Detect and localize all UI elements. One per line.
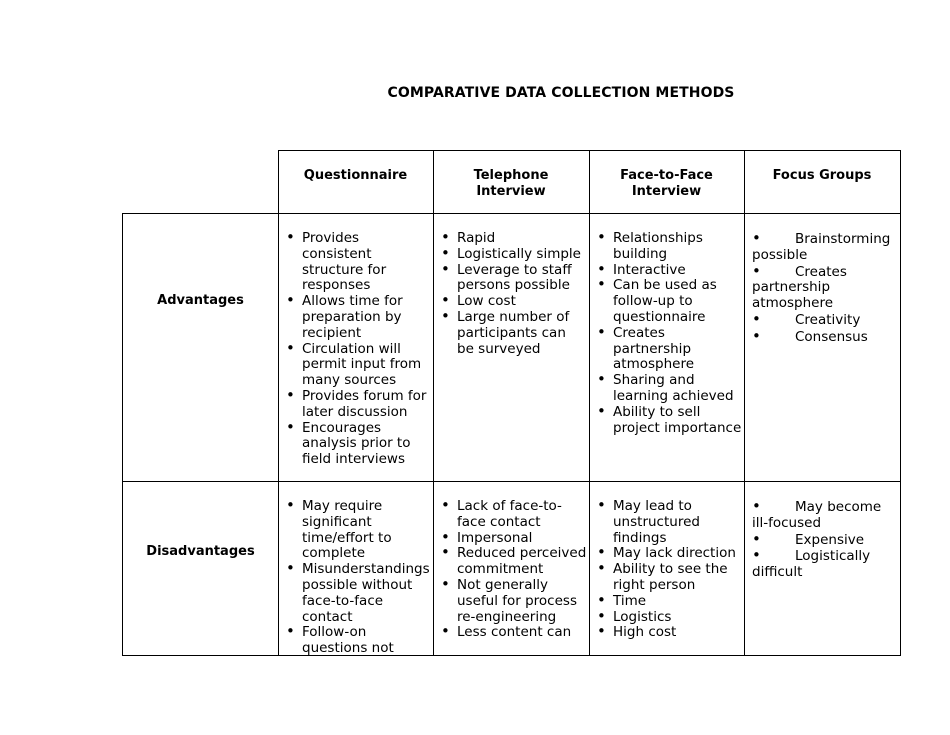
page-title: COMPARATIVE DATA COLLECTION METHODS <box>387 85 735 101</box>
disadvantages-face-to-face-cell <box>590 482 744 655</box>
bullet-list <box>286 231 431 468</box>
bullet-icon: • <box>752 229 761 247</box>
list-item: • Low cost <box>441 294 587 310</box>
list-item <box>752 231 898 264</box>
list-item: • High cost <box>597 625 742 641</box>
bullet-icon: • <box>752 309 761 328</box>
list-item: • Logistically simple <box>441 247 587 263</box>
header-label: Telephone Interview <box>473 168 549 199</box>
list-item-text: Expensive <box>795 531 865 548</box>
header-label: Focus Groups <box>772 168 872 183</box>
list-item-text: Brainstorming possible <box>752 231 891 263</box>
list-item: • Provides forum for later discussion <box>286 389 431 421</box>
list-item: • Less content can <box>441 625 587 641</box>
header-telephone-interview <box>433 150 589 213</box>
list-item <box>752 499 898 532</box>
table-border-bottom <box>122 655 901 656</box>
list-item: • Lack of face-to-face contact <box>441 499 587 531</box>
list-item: • Sharing and learning achieved <box>597 373 742 405</box>
bullet-icon: • <box>752 261 761 280</box>
list-item: • May require significant time/effort to complete <box>286 499 431 562</box>
list-item <box>752 529 898 549</box>
list-item <box>752 548 898 581</box>
list-item: • Large number of participants can be surveyed <box>441 310 587 357</box>
list-item-text: Consensus <box>795 328 868 345</box>
bullet-list <box>752 231 898 346</box>
bullet-list <box>597 499 742 641</box>
advantages-questionnaire-cell <box>279 214 433 481</box>
disadvantages-focus-groups-cell <box>745 482 900 655</box>
bullet-icon: • <box>752 529 761 548</box>
list-item: • Not generally useful for process re-engineering <box>441 578 587 625</box>
list-item: • Leverage to staff persons possible <box>441 263 587 295</box>
bullet-list <box>286 499 431 655</box>
list-item-text: Creativity <box>795 311 861 328</box>
bullet-list <box>752 499 898 581</box>
bullet-icon: • <box>752 326 761 345</box>
list-item: • Can be used as follow-up to questionnaire <box>597 278 742 325</box>
advantages-telephone-cell <box>434 214 589 481</box>
advantages-face-to-face-cell <box>590 214 744 481</box>
list-item: • May lack direction <box>597 546 742 562</box>
header-label: Face-to-Face Interview <box>620 168 713 199</box>
list-item: • Ability to sell project importance <box>597 405 742 437</box>
list-item: • Reduced perceived commitment <box>441 546 587 578</box>
list-item-text: Logistically difficult <box>752 548 871 581</box>
list-item: • Allows time for preparation by recipient <box>286 294 431 341</box>
list-item <box>752 261 898 312</box>
list-item: • Circulation will permit input from many sources <box>286 342 431 389</box>
list-item <box>752 326 898 346</box>
table-border-right <box>900 150 901 656</box>
list-item: • Misunderstandings possible without face-to-face contact <box>286 562 431 625</box>
list-item: • Impersonal <box>441 531 587 547</box>
list-item: • Creates partnership atmosphere <box>597 326 742 373</box>
header-focus-groups <box>744 150 900 213</box>
list-item: • Provides consistent structure for responses <box>286 231 431 294</box>
list-item: • Relationships building <box>597 231 742 263</box>
list-item: • Time <box>597 594 742 610</box>
disadvantages-questionnaire-cell <box>279 482 433 655</box>
advantages-focus-groups-cell <box>745 214 900 481</box>
row-label-disadvantages: Disadvantages <box>146 544 255 560</box>
list-item: • Rapid <box>441 231 587 247</box>
list-item: • Interactive <box>597 263 742 279</box>
list-item: • Encourages analysis prior to field interviews <box>286 421 431 468</box>
row-label-advantages: Advantages <box>157 293 244 309</box>
list-item: • Ability to see the right person <box>597 562 742 594</box>
header-questionnaire <box>278 150 433 213</box>
bullet-icon: • <box>752 497 761 515</box>
bullet-list <box>441 499 587 641</box>
bullet-list <box>441 231 587 357</box>
header-face-to-face-interview <box>589 150 744 213</box>
list-item: • May lead to unstructured findings <box>597 499 742 546</box>
disadvantages-telephone-cell <box>434 482 589 655</box>
list-item-text: Creates partnership atmosphere <box>752 263 847 312</box>
bullet-list <box>597 231 742 436</box>
bullet-icon: • <box>752 546 761 565</box>
list-item <box>752 309 898 329</box>
header-label: Questionnaire <box>303 168 408 183</box>
list-item: • Logistics <box>597 610 742 626</box>
list-item-text: May become ill-focused <box>752 499 882 531</box>
list-item: • Follow-on questions not <box>286 625 431 655</box>
